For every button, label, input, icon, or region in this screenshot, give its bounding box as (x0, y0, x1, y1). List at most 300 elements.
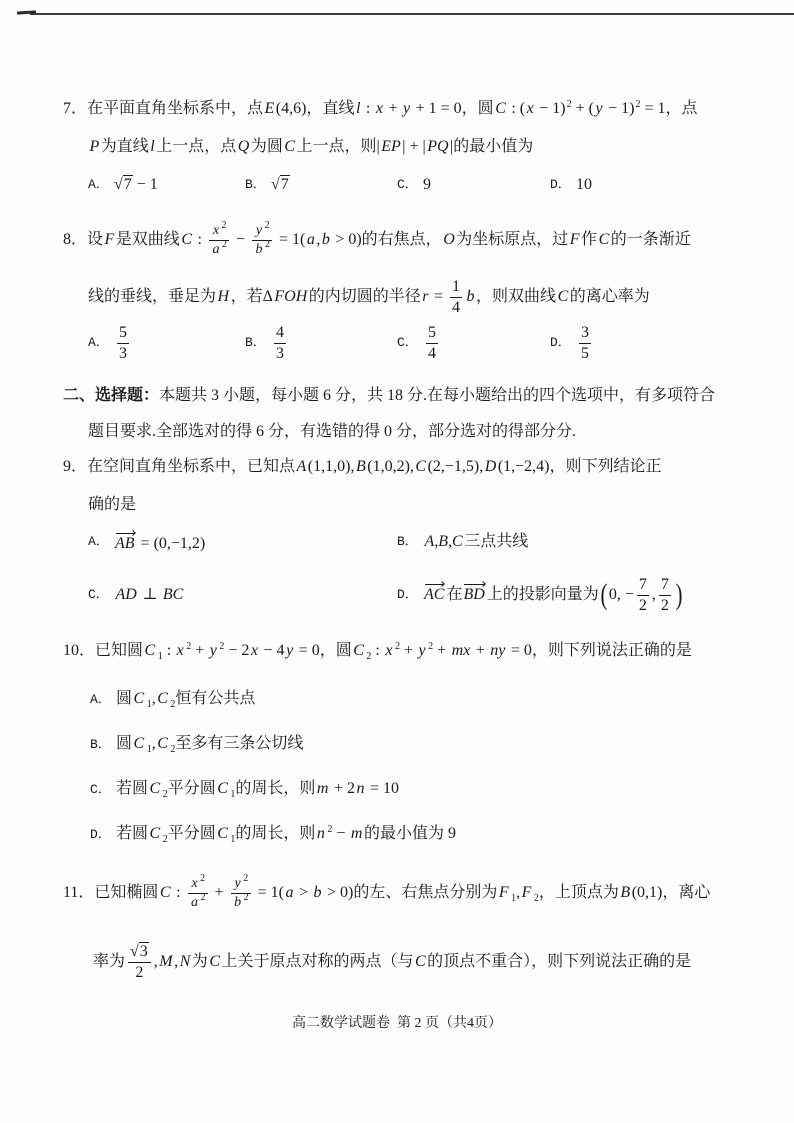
large-paren: ) (675, 578, 683, 611)
fraction-denominator (450, 298, 462, 317)
math-var: x (375, 100, 383, 117)
superscript: 2 (221, 219, 227, 231)
text-run: 2 (660, 596, 669, 614)
text-run: , (651, 585, 656, 603)
q9-option-b (397, 517, 528, 567)
fraction-denominator (637, 596, 649, 615)
fraction-denominator (128, 963, 151, 982)
option-content (114, 324, 132, 363)
subscript: 1 (146, 744, 152, 755)
superscript: 2 (264, 219, 270, 231)
text-run: + (399, 642, 417, 659)
math-var: C (557, 287, 569, 305)
text-run: , (153, 952, 158, 970)
option-content (271, 324, 289, 363)
math-var: B (620, 883, 631, 901)
option-content (423, 576, 684, 615)
q9-stem-line-1 (63, 442, 662, 492)
line-content (63, 456, 662, 478)
q7-option-d (550, 160, 592, 210)
option-content (114, 174, 158, 196)
text-run: 为直线 (100, 138, 149, 155)
fraction-denominator (659, 596, 671, 615)
q7-option-c (397, 160, 431, 210)
text-run: = 0，圆 (294, 642, 352, 659)
option-label: D． (550, 335, 571, 350)
option-content (116, 823, 456, 847)
option-content (116, 688, 255, 712)
fraction-denominator (252, 238, 272, 258)
text-run: : (361, 100, 375, 117)
subscript: 2 (170, 744, 176, 755)
text-run: + ( (571, 100, 594, 117)
q9-option-c (88, 570, 185, 620)
fraction-denominator (209, 238, 229, 258)
text-run: √ (271, 176, 280, 193)
math-var: r (422, 287, 429, 305)
text-run: 的一条渐近 (610, 230, 691, 248)
option-label: C． (397, 335, 418, 350)
text-run: 10．已知圆 (63, 642, 144, 659)
q10-option-d (90, 810, 456, 860)
text-run: = 1，点 (640, 100, 698, 117)
option-label: B． (90, 737, 111, 752)
option-label: A． (88, 335, 109, 350)
text-run: − 4 (259, 642, 285, 659)
text-run: − 1) (535, 100, 566, 117)
math-var: C (217, 825, 228, 842)
math-var: C (159, 883, 171, 901)
text-run: − (231, 230, 249, 248)
math-var: y (595, 100, 603, 117)
math-var: y (403, 100, 411, 117)
q11-stem-line-1 (63, 868, 710, 918)
superscript: 2 (428, 641, 434, 652)
text-run: 在 (446, 585, 463, 603)
text-run: 7 (660, 575, 669, 593)
text-run: 圆 (116, 690, 133, 707)
option-label: B． (245, 335, 266, 350)
math-var: C (149, 780, 161, 797)
text-run: , (316, 230, 321, 248)
fraction-numerator (659, 576, 671, 596)
text-run: ，上顶点为 (538, 883, 619, 901)
option-content (114, 530, 205, 555)
text-run: + (191, 642, 209, 659)
text-run: 3 (581, 323, 589, 341)
text-run: 的周长，则 (235, 780, 316, 797)
fraction (231, 872, 251, 911)
math-var: y (418, 642, 426, 659)
subscript: 1 (511, 892, 517, 904)
option-label: B． (397, 534, 418, 549)
math-var: EP (381, 138, 401, 155)
text-run: , (516, 883, 521, 901)
fraction-denominator (231, 891, 251, 911)
subscript: 2 (170, 699, 176, 710)
math-var: C (415, 458, 427, 475)
math-var: x (212, 222, 220, 238)
text-run: 确的是 (88, 496, 137, 513)
math-var: FOH (274, 287, 308, 305)
text-run: + 2 (329, 780, 355, 797)
text-run: + (210, 883, 228, 901)
math-var: BC (162, 586, 184, 603)
text-run: = 1( (274, 230, 306, 248)
page-footer: 高二数学试题卷 第 2 页（共4页） (292, 1016, 502, 1031)
text-run: 7 (638, 575, 647, 593)
line-content (63, 872, 711, 911)
math-var: A (296, 458, 307, 475)
option-label: A． (90, 692, 111, 707)
math-var: n (316, 825, 325, 842)
fraction-numerator (231, 872, 251, 894)
q8-option-d (550, 318, 594, 368)
text-run: ，若Δ (230, 287, 273, 305)
math-var: a (306, 230, 315, 248)
text-run: = 1( (253, 883, 284, 901)
line-content (88, 494, 136, 516)
math-var: y (209, 642, 217, 659)
math-var: B (355, 458, 366, 475)
fraction-denominator (426, 344, 438, 363)
text-run: : (371, 642, 384, 659)
math-var: b (321, 230, 330, 248)
text-run: 的周长，则 (235, 825, 316, 842)
q8-stem-line-1 (63, 215, 691, 265)
superscript: 2 (219, 641, 225, 652)
q10-option-b (90, 720, 303, 770)
text-run: 线的垂线，垂足为 (88, 287, 217, 305)
option-content (423, 324, 441, 363)
text-run: − 1) (604, 100, 635, 117)
fraction (659, 576, 671, 615)
text-run: √ (114, 176, 123, 193)
math-var: b (234, 894, 242, 910)
line-content (63, 640, 692, 664)
fraction (128, 943, 151, 982)
text-run: 的最小值为 9 (363, 825, 456, 842)
subscript: 2 (162, 834, 168, 845)
math-var: C (157, 690, 168, 707)
text-run: (1,−2,4)，则下列结论正 (497, 458, 662, 475)
scan-edge-line (30, 13, 794, 15)
text-run: 上的投影向量为 (486, 585, 599, 603)
text-run: 平分圆 (167, 825, 216, 842)
math-var: C (495, 100, 506, 117)
fraction-denominator (188, 891, 208, 911)
math-var: AD (115, 586, 137, 603)
text-run: > 0)的左、右焦点分别为 (322, 883, 498, 901)
fraction-numerator (117, 324, 129, 344)
superscript: 2 (186, 641, 192, 652)
math-var: b (313, 883, 322, 901)
subscript: 1 (146, 699, 152, 710)
fraction (426, 324, 438, 363)
q10-stem-line-1 (63, 627, 692, 677)
option-label: D． (90, 827, 111, 842)
math-var: C (149, 825, 161, 842)
text-run: + 1 = 0，圆 (411, 100, 494, 117)
text-run: : ( (507, 100, 526, 117)
large-paren: ( (600, 578, 608, 611)
fraction (450, 278, 462, 317)
q11-stem-line-2 (93, 937, 691, 987)
text-run: + (471, 642, 489, 659)
text-run: (1,0,2), (367, 458, 414, 475)
math-var: C (133, 690, 145, 707)
math-var: Q (237, 138, 250, 155)
text-run: √ (130, 942, 139, 960)
line-content (63, 385, 715, 407)
superscript: 2 (264, 238, 270, 250)
line-content (88, 421, 576, 443)
text-run: 为坐标原点，过 (456, 230, 569, 248)
math-var: C (209, 952, 220, 970)
text-run: 8．设 (63, 230, 104, 248)
text-run: 上关于原点对称的两点（与 (221, 952, 414, 970)
text-run: > 0)的右焦点， (331, 230, 442, 248)
math-var: m (350, 825, 363, 842)
math-var: a (285, 883, 294, 901)
text-run: 11．已知椭圆 (63, 883, 159, 901)
text-run: 9．在空间直角坐标系中，已知点 (63, 458, 296, 475)
math-var: PQ (427, 138, 449, 155)
math-var: F (498, 883, 509, 901)
fraction (637, 576, 649, 615)
text-run: 题目要求.全部选对的得 6 分，有选错的得 0 分，部分选对的得部分分. (88, 423, 577, 440)
vector: AC (423, 581, 446, 604)
math-var: C (144, 642, 156, 659)
text-run: : (193, 230, 206, 248)
q9-option-d (397, 570, 684, 620)
math-var: a (191, 894, 199, 910)
line-content (63, 98, 697, 122)
text-run: − (332, 825, 350, 842)
fraction-numerator (128, 943, 151, 963)
vector: AB (114, 530, 137, 553)
q8-option-c (397, 318, 441, 368)
superscript: 2 (566, 99, 572, 110)
math-var: b (466, 287, 475, 305)
math-var: H (217, 287, 230, 305)
text-run: 5 (119, 323, 127, 341)
q7-option-a (88, 160, 158, 210)
superscript: 2 (635, 99, 641, 110)
text-run: 4 (276, 323, 284, 341)
math-var: O (443, 230, 455, 248)
text-run: ，则双曲线 (476, 287, 557, 305)
superscript: 2 (200, 891, 206, 903)
option-content (116, 778, 399, 802)
text-run: 上一点，则 (296, 138, 377, 155)
subscript: 2 (162, 789, 168, 800)
text-run: 4 (428, 344, 436, 362)
math-var: C (415, 952, 426, 970)
subscript: 2 (533, 892, 539, 904)
math-var: D (484, 458, 497, 475)
math-var: y (286, 642, 294, 659)
math-var: y (255, 222, 263, 238)
fraction-numerator (209, 219, 229, 241)
math-var: M (159, 952, 173, 970)
option-label: D． (397, 587, 418, 602)
math-var: l (150, 138, 155, 155)
math-var: l (355, 100, 361, 117)
text-run: 本题共 3 小题，每小题 6 分，共 18 分.在每小题给出的四个选项中，有多项符合 (159, 387, 716, 404)
text-run: 的顶点不重合），则下列说法正确的是 (427, 952, 692, 970)
fraction-numerator (274, 324, 286, 344)
fraction-numerator (188, 872, 208, 894)
q7-option-b (245, 160, 290, 210)
option-content (423, 174, 431, 196)
math-var: m (316, 780, 329, 797)
option-label: B． (245, 177, 266, 192)
text-run: ⊥ (138, 586, 162, 603)
radicand: 7 (280, 176, 289, 193)
radicand: 7 (123, 176, 132, 193)
text-run: 7．在平面直角坐标系中，点 (63, 100, 264, 117)
text-run: 若圆 (116, 825, 149, 842)
math-var: F (521, 883, 532, 901)
option-content (576, 324, 594, 363)
text-run: + (384, 100, 402, 117)
option-content (271, 174, 290, 196)
fraction (274, 324, 286, 363)
math-var: mx (451, 642, 471, 659)
math-var: E (264, 100, 275, 117)
superscript: 2 (394, 641, 400, 652)
fraction (117, 324, 129, 363)
subscript: 1 (230, 789, 236, 800)
text-run: 2 (638, 596, 647, 614)
math-var: x (176, 642, 184, 659)
text-run: (4,6)，直线 (275, 100, 355, 117)
option-content (423, 531, 528, 553)
fraction-denominator (117, 344, 129, 363)
subscript: 1 (230, 834, 236, 845)
text-run: 为 (191, 952, 208, 970)
math-var: P (89, 138, 100, 155)
math-var: C (284, 138, 296, 155)
radicand: 3 (139, 942, 148, 960)
fraction-numerator (450, 278, 462, 298)
text-run: > (294, 883, 312, 901)
option-label: A． (88, 534, 109, 549)
fraction (209, 219, 229, 258)
text-run: 为圆 (250, 138, 283, 155)
text-run: = (430, 287, 448, 305)
text-run: 作 (581, 230, 598, 248)
math-var: C (217, 780, 228, 797)
fraction-numerator (579, 324, 591, 344)
text-run: 至多有三条公切线 (175, 735, 304, 752)
text-run: 圆 (116, 735, 133, 752)
option-label: D． (550, 177, 571, 192)
fraction-numerator (252, 219, 272, 241)
math-var: x (250, 642, 259, 659)
text-run: | (376, 138, 380, 155)
option-label: C． (90, 782, 111, 797)
math-var: C (598, 230, 610, 248)
text-run: 平分圆 (167, 780, 216, 797)
option-content (114, 584, 185, 606)
text-run: 1 (452, 277, 461, 295)
math-var: x (385, 642, 393, 659)
math-var: F (569, 230, 580, 248)
text-run: (2,−1,5), (427, 458, 484, 475)
math-var: A,B,C (424, 533, 463, 550)
option-content (116, 733, 303, 757)
math-var: b (255, 241, 263, 257)
text-run: 0, − (608, 585, 634, 603)
text-run: 2 (135, 963, 144, 981)
text-run: (1,1,0), (307, 458, 355, 475)
bold-run: 二、选择题： (63, 387, 160, 404)
text-run: , (151, 735, 156, 752)
fraction (252, 219, 272, 258)
superscript: 2 (327, 824, 333, 835)
text-run: − 1 (132, 176, 158, 193)
text-run: , (174, 952, 179, 970)
text-run: 恒有公共点 (175, 690, 256, 707)
text-run: 3 (119, 344, 127, 362)
superscript: 2 (243, 872, 249, 884)
text-run: | + | (402, 138, 426, 155)
subscript: 1 (157, 651, 163, 662)
line-content (88, 136, 533, 158)
fraction-numerator (637, 576, 649, 596)
text-run: 的离心率为 (569, 287, 650, 305)
subscript: 2 (366, 651, 372, 662)
text-run: 3 (276, 344, 284, 362)
math-var: C (353, 642, 364, 659)
q10-option-a (90, 675, 255, 725)
text-run: 上一点，点 (156, 138, 237, 155)
math-var: x (526, 100, 534, 117)
text-run: 三点共线 (464, 533, 529, 550)
text-run: 10 (576, 176, 592, 193)
text-run: 4 (452, 298, 461, 316)
text-run: 5 (581, 344, 589, 362)
text-run: 5 (428, 323, 436, 341)
math-var: ny (490, 642, 506, 659)
text-run: = 0，则下列说法正确的是 (506, 642, 692, 659)
text-run: 率为 (93, 952, 126, 970)
q8-option-b (245, 318, 289, 368)
text-run: 9 (423, 176, 431, 193)
fraction-denominator (579, 344, 591, 363)
fraction-numerator (426, 324, 438, 344)
fraction-denominator (274, 344, 286, 363)
q9-option-a (88, 517, 205, 567)
q10-option-c (90, 765, 399, 815)
line-content (63, 219, 691, 258)
superscript: 2 (200, 872, 206, 884)
math-var: C (157, 735, 168, 752)
text-run: : (162, 642, 176, 659)
line-content (93, 943, 691, 982)
math-var: x (191, 875, 198, 891)
option-label: C． (397, 177, 418, 192)
superscript: 2 (243, 891, 249, 903)
option-content (576, 174, 592, 196)
superscript: 2 (221, 238, 227, 250)
math-var: C (133, 735, 145, 752)
math-var: C (181, 230, 192, 248)
q8-stem-line-2 (88, 272, 650, 322)
vector: BD (462, 581, 486, 604)
